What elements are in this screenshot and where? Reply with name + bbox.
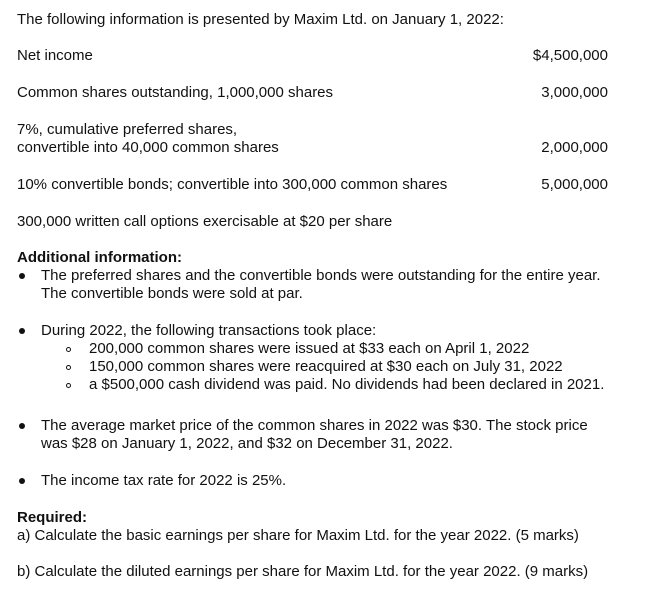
bullet-3-line1: The average market price of the common shares in 2022 was $30. The stock price (41, 417, 588, 434)
sub-bullet-2: 150,000 common shares were reacquired at $30 each on July 31, 2022 (89, 358, 563, 375)
common-shares-label: Common shares outstanding, 1,000,000 shares (17, 84, 334, 101)
bullet-icon (19, 423, 25, 429)
intro-text: The following information is presented by Maxim Ltd. on January 1, 2022: (17, 11, 504, 28)
additional-info-heading: Additional information: (17, 249, 182, 266)
required-heading: Required: (17, 509, 88, 526)
bullet-3-line2: was $28 on January 1, 2022, and $32 on December 31, 2022. (41, 435, 453, 452)
convertible-bonds-label: 10% convertible bonds; convertible into 300,000 common shares (17, 176, 448, 193)
required-b: b) Calculate the diluted earnings per share for Maxim Ltd. for the year 2022. (9 marks) (17, 563, 589, 580)
sub-bullet-icon (66, 347, 71, 352)
convertible-bonds-amount: 5,000,000 (541, 176, 608, 193)
preferred-shares-label-line2: convertible into 40,000 common shares (17, 139, 279, 156)
common-shares-amount: 3,000,000 (541, 84, 608, 101)
bullet-2-line1: During 2022, the following transactions took place: (41, 322, 377, 339)
bullet-4-line1: The income tax rate for 2022 is 25%. (41, 472, 287, 489)
sub-bullet-icon (66, 383, 71, 388)
sub-bullet-3: a $500,000 cash dividend was paid. No dividends had been declared in 2021. (89, 376, 605, 393)
required-a: a) Calculate the basic earnings per share for Maxim Ltd. for the year 2022. (5 marks) (17, 527, 579, 544)
bullet-1-line2: The convertible bonds were sold at par. (41, 285, 303, 302)
call-options-label: 300,000 written call options exercisable at $20 per share (17, 213, 393, 230)
bullet-1-line1: The preferred shares and the convertible bonds were outstanding for the entire year. (41, 267, 601, 284)
bullet-icon (19, 328, 25, 334)
net-income-amount: $4,500,000 (532, 47, 608, 64)
bullet-icon (19, 273, 25, 279)
bullet-icon (19, 478, 25, 484)
sub-bullet-icon (66, 365, 71, 370)
preferred-shares-label-line1: 7%, cumulative preferred shares, (17, 121, 238, 138)
sub-bullet-1: 200,000 common shares were issued at $33 each on April 1, 2022 (89, 340, 530, 357)
preferred-shares-amount: 2,000,000 (541, 139, 608, 156)
net-income-label: Net income (17, 47, 93, 64)
